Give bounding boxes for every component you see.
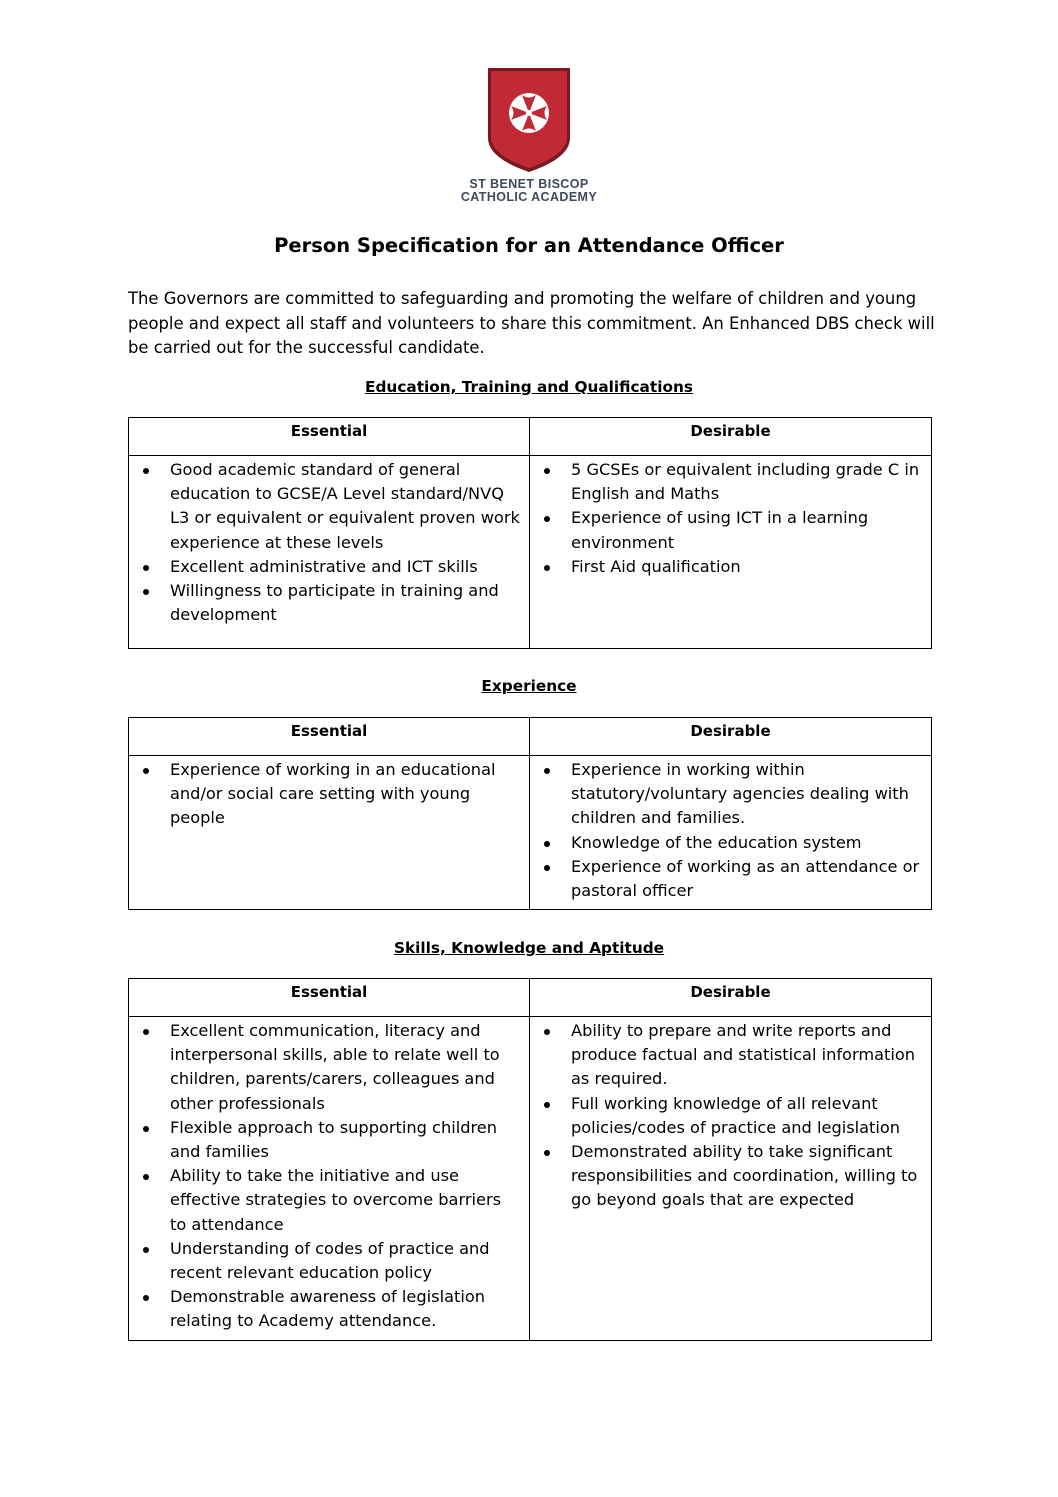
bullet-icon [544,516,550,522]
list-item-text: Understanding of codes of practice and recent relevant education policy [170,1238,490,1283]
list-item [137,1237,521,1285]
essential-list [137,758,521,831]
bullet-icon [544,865,550,871]
bullet-icon [544,565,550,571]
list-item-text: 5 GCSEs or equivalent including grade C in English and Maths [571,460,920,504]
intro-paragraph: The Governors are committed to safeguarding and promoting the welfare of children and young people and expect all staff and volunteers to share this commitment. An Enhanced DBS check will be carried out for the successful candidate. [128,289,935,357]
essential-header: Essential [129,718,530,756]
list-item-text: Excellent communication, literacy and interpersonal skills, able to relate well to children, parents/carers, colleagues and other professionals [170,1021,500,1113]
bullet-icon [544,1102,550,1108]
list-item [137,1164,521,1237]
list-item [538,855,923,903]
list-item [137,1285,521,1333]
list-item [137,458,521,555]
desirable-cell [530,1017,932,1341]
list-item-text: Experience of working in an educational and/or social care setting with young people [170,760,496,828]
list-item [538,1092,923,1140]
desirable-list [538,458,923,579]
list-item [137,1019,521,1116]
bullet-icon [143,1126,149,1132]
list-item-text: Full working knowledge of all relevant policies/codes of practice and legislation [571,1093,901,1137]
bullet-icon [544,841,550,847]
list-item [137,579,521,627]
bullet-icon [544,1150,550,1156]
bullet-icon [544,768,550,774]
logo-name-line1: ST BENET BISCOP [469,177,589,191]
list-item-text: First Aid qualification [571,556,741,576]
desirable-header: Desirable [530,418,932,456]
essential-cell [129,1017,530,1341]
list-item-text: Experience of working as an attendance or pastoral officer [571,856,920,901]
desirable-list [538,1019,923,1213]
essential-cell [129,456,530,649]
desirable-header: Desirable [530,979,932,1017]
list-item-text: Experience of using ICT in a learning environment [571,508,869,552]
skills-table [128,978,932,1341]
list-item [137,1116,521,1164]
list-item [538,1019,923,1092]
logo-name-line2: CATHOLIC ACADEMY [460,190,598,204]
list-item [538,458,923,506]
experience-table [128,717,932,910]
list-item-text: Knowledge of the education system [571,832,862,852]
list-item [538,831,923,855]
shield-cross-icon [486,66,572,174]
list-item-text: Demonstrable awareness of legislation relating to Academy attendance. [170,1287,485,1331]
desirable-header: Desirable [530,718,932,756]
list-item [538,506,923,554]
list-item [538,555,923,579]
list-item [137,758,521,831]
bullet-icon [143,468,149,474]
academy-logo [0,66,1058,204]
essential-header: Essential [129,979,530,1017]
bullet-icon [143,1029,149,1035]
list-item-text: Flexible approach to supporting children and families [170,1117,498,1162]
page-title: Person Specification for an Attendance Officer [274,234,784,257]
section-heading-skills: Skills, Knowledge and Aptitude [393,939,665,957]
list-item-text: Willingness to participate in training and development [170,581,499,625]
bullet-icon [143,565,149,571]
list-item-text: Ability to take the initiative and use effective strategies to overcome barriers to attendance [170,1166,502,1234]
essential-cell [129,756,530,910]
list-item [538,758,923,831]
list-item-text: Demonstrated ability to take significant responsibilities and coordination, willing to go beyond goals that are expected [571,1142,918,1210]
list-item-text: Good academic standard of general education to GCSE/A Level standard/NVQ L3 or equivalent or equivalent proven work experience at these levels [170,460,520,552]
essential-list [137,1019,521,1334]
essential-header: Essential [129,418,530,456]
education-table [128,417,932,649]
essential-list [137,458,521,627]
bullet-icon [143,1295,149,1301]
bullet-icon [143,1174,149,1180]
desirable-list [538,758,923,903]
list-item-text: Excellent administrative and ICT skills [170,556,478,576]
section-heading-education: Education, Training and Qualifications [365,378,693,396]
list-item-text: Ability to prepare and write reports and produce factual and statistical information as required. [571,1021,916,1089]
bullet-icon [143,589,149,595]
list-item [137,555,521,579]
desirable-cell [530,456,932,649]
list-item-text: Experience in working within statutory/voluntary agencies dealing with children and families. [571,760,909,828]
bullet-icon [544,1029,550,1035]
desirable-cell [530,756,932,910]
section-heading-experience: Experience [481,677,577,695]
bullet-icon [143,1247,149,1253]
bullet-icon [544,468,550,474]
list-item [538,1140,923,1213]
bullet-icon [143,768,149,774]
